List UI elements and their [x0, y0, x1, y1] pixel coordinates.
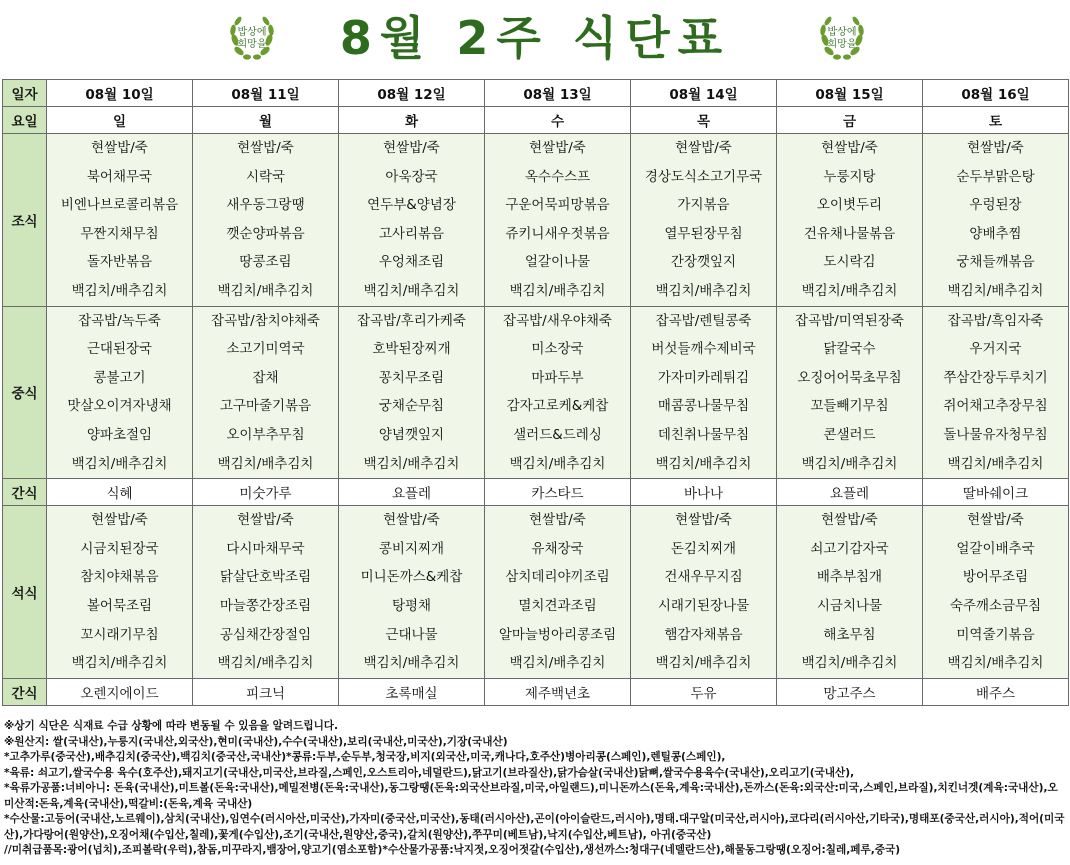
menu-item: 현쌀밥/죽 — [237, 140, 294, 156]
menu-item: 돈김치찌개 — [670, 540, 737, 557]
menu-item: 오징어어묵초무침 — [797, 369, 902, 386]
dinner-label: 석식 — [3, 506, 47, 679]
menu-item: 얼갈이배추국 — [956, 540, 1035, 557]
snack2-row — [3, 678, 1069, 705]
menu-item: 현쌀밥/죽 — [91, 512, 148, 529]
menu-item: 데친취나물무침 — [657, 426, 750, 443]
date-cell: 08월 13일 — [485, 80, 631, 107]
menu-item: 옥수수스프 — [524, 168, 591, 185]
lunch-cell — [47, 306, 193, 479]
menu-item: 근대나물 — [385, 626, 438, 643]
menu-item: 햄감자채볶음 — [664, 626, 743, 643]
menu-item: 볼어묵조림 — [86, 597, 153, 614]
lunch-cell — [923, 306, 1069, 479]
menu-item: 콩비지찌개 — [378, 540, 445, 557]
menu-item: 콩불고기 — [93, 369, 146, 386]
menu-item: 쥐어채고추장무침 — [943, 398, 1048, 415]
menu-item: 유채장국 — [531, 540, 584, 557]
menu-item: 다시마채무국 — [226, 540, 305, 557]
menu-item: 잡채 — [252, 369, 279, 386]
menu-item: 백김치/배추김치 — [71, 455, 168, 472]
menu-item: 깻순양파볶음 — [226, 225, 305, 242]
snack2-cell: 두유 — [631, 678, 777, 705]
menu-item: 현쌀밥/죽 — [383, 512, 440, 529]
menu-item: 호박된장찌개 — [372, 341, 451, 358]
menu-item: 백김치/배추김치 — [217, 655, 314, 672]
menu-item: 궁채순무침 — [378, 398, 445, 415]
menu-item: 돌자반볶음 — [86, 254, 153, 271]
menu-item: 미소장국 — [531, 341, 584, 358]
menu-item: 백김치/배추김치 — [947, 655, 1044, 672]
menu-item: 매콤콩나물무침 — [657, 398, 750, 415]
lunch-cell — [777, 306, 923, 479]
date-cell: 08월 15일 — [777, 80, 923, 107]
dinner-cell — [339, 506, 485, 679]
date-label: 일자 — [3, 80, 47, 107]
menu-item: 샐러드&드레싱 — [513, 426, 602, 443]
menu-item: 순두부맑은탕 — [956, 168, 1035, 185]
snack2-label: 간식 — [3, 678, 47, 705]
weekday-label: 요일 — [3, 107, 47, 134]
weekday-cell: 화 — [339, 107, 485, 134]
menu-item: 우엉채조림 — [378, 254, 445, 271]
note-line: *수산물:고등어(국내산,노르웨이),삼치(국내산),임연수(러시아산,미국산),가자미(중국산,미국산),동태(러시아산),곤이(아이슬란드,러시아),명태.대구알(미국산,러시아),코다리(러시아산,기타국),명태포(중국산,러시아),적어(미국산),가다랑어(원양산),오징어채(수입산,칠레),꽃게(수입산),조기(국내산,원양산,중국),갈치(원양산),쭈꾸미(베트남),낙지(수입산,베트남), 아귀(중국산) — [4, 813, 1065, 841]
snack2-cell: 배주스 — [923, 678, 1069, 705]
meal-table — [2, 79, 1069, 706]
menu-item: 소고기미역국 — [226, 341, 305, 358]
snack1-cell: 요플레 — [777, 479, 923, 506]
menu-item: 현쌀밥/죽 — [383, 140, 440, 156]
notes — [4, 719, 1066, 859]
menu-item: 우거지국 — [969, 341, 1022, 358]
menu-item: 근대된장국 — [86, 341, 153, 358]
breakfast-cell — [485, 134, 631, 307]
menu-item: 쥬키니새우젓볶음 — [505, 225, 610, 242]
menu-item: 양파초절임 — [86, 426, 153, 443]
menu-item: 멸치견과조림 — [518, 597, 597, 614]
menu-item: 백김치/배추김치 — [363, 455, 460, 472]
menu-item: 백김치/배추김치 — [71, 282, 168, 299]
menu-item: 방어무조림 — [962, 569, 1029, 586]
breakfast-cell — [777, 134, 923, 307]
dinner-cell — [631, 506, 777, 679]
menu-item: 숙주깨소금무침 — [949, 597, 1042, 614]
menu-item: 배추부침개 — [816, 569, 883, 586]
breakfast-cell — [339, 134, 485, 307]
weekday-cell: 월 — [193, 107, 339, 134]
snack2-cell: 초록매실 — [339, 678, 485, 705]
menu-item: 현쌀밥/죽 — [529, 140, 586, 156]
note-line: //미취급품목:광어(넙치),조피볼락(우럭),참돔,미꾸라지,뱀장어,양고기(염소포함)*수산물가공품:낙지젓,오징어젓갈(수입산),생선까스:청대구(네델란드산),해물동그랑땡(오징어:칠레,페루,중국) — [4, 844, 901, 856]
menu-item: 건새우무지짐 — [664, 569, 743, 586]
menu-item: 가자미카레튀김 — [657, 369, 750, 386]
menu-item: 잡곡밥/미역된장죽 — [795, 312, 904, 329]
lunch-cell — [485, 306, 631, 479]
menu-item: 백김치/배추김치 — [655, 455, 752, 472]
menu-item: 백김치/배추김치 — [947, 282, 1044, 299]
snack2-cell: 피크닉 — [193, 678, 339, 705]
menu-item: 땅콩조림 — [239, 254, 292, 271]
menu-item: 연두부&양념장 — [367, 197, 456, 214]
menu-item: 궁채들깨볶음 — [956, 254, 1035, 271]
menu-item: 꽁치무조림 — [378, 369, 445, 386]
breakfast-cell — [631, 134, 777, 307]
menu-item: 우렁된장 — [969, 197, 1022, 214]
menu-item: 현쌀밥/죽 — [821, 512, 878, 529]
menu-item: 쭈삼간장두루치기 — [943, 369, 1048, 386]
menu-item: 쇠고기감자국 — [810, 540, 889, 557]
menu-item: 백김치/배추김치 — [363, 282, 460, 299]
menu-item: 누룽지탕 — [823, 168, 876, 185]
note-line: ※원산지: 쌀(국내산),누룽지(국내산,외국산),현미(국내산),수수(국내산),보리(국내산,미국산),기장(국내산) — [4, 735, 508, 748]
menu-item: 맛살오이겨자냉채 — [67, 398, 172, 415]
page-title: 8월 2주 식단표 — [339, 11, 731, 65]
menu-item: 감자고로케&케찹 — [506, 398, 609, 415]
snack1-cell: 요플레 — [339, 479, 485, 506]
breakfast-row — [3, 134, 1069, 307]
menu-item: 건유채나물볶음 — [803, 225, 896, 242]
menu-item: 참치야채볶음 — [80, 569, 159, 586]
menu-item: 백김치/배추김치 — [655, 282, 752, 299]
menu-item: 고구마줄기볶음 — [219, 398, 312, 415]
menu-item: 해초무침 — [823, 626, 876, 643]
menu-item: 돌나물유자청무침 — [943, 426, 1048, 443]
dinner-row — [3, 506, 1069, 679]
menu-item: 잡곡밥/렌틸콩죽 — [655, 312, 752, 329]
menu-item: 현쌀밥/죽 — [675, 512, 732, 529]
dinner-cell — [485, 506, 631, 679]
menu-item: 현쌀밥/죽 — [529, 512, 586, 529]
menu-item: 현쌀밥/죽 — [821, 140, 878, 156]
menu-item: 잡곡밥/후리가케죽 — [357, 312, 466, 329]
dinner-cell — [193, 506, 339, 679]
snack2-cell: 제주백년초 — [485, 678, 631, 705]
weekday-cell: 목 — [631, 107, 777, 134]
menu-item: 열무된장무침 — [664, 225, 743, 242]
menu-item: 시락국 — [245, 168, 286, 185]
menu-item: 얼갈이나물 — [524, 254, 591, 271]
snack2-cell: 오렌지에이드 — [47, 678, 193, 705]
note-line: ※상기 식단은 식재료 수급 상황에 따라 변동될 수 있음을 알려드립니다. — [4, 720, 339, 732]
menu-item: 백김치/배추김치 — [217, 282, 314, 299]
logo-text-line2: 희망을 — [827, 39, 857, 50]
menu-item: 도시락김 — [823, 254, 876, 271]
date-cell: 08월 16일 — [923, 80, 1069, 107]
menu-item: 시래기된장나물 — [657, 597, 750, 614]
menu-item: 꼬들빼기무침 — [810, 398, 889, 415]
date-cell: 08월 14일 — [631, 80, 777, 107]
menu-item: 닭칼국수 — [823, 341, 876, 358]
logo-text-line2: 희망을 — [237, 39, 267, 50]
menu-item: 잡곡밥/녹두죽 — [78, 312, 161, 329]
menu-item: 마늘쫑간장조림 — [219, 597, 312, 614]
lunch-cell — [339, 306, 485, 479]
logo-right — [815, 10, 869, 64]
menu-item: 탕평채 — [391, 597, 432, 614]
menu-item: 잡곡밥/새우야채죽 — [503, 312, 612, 329]
menu-item: 백김치/배추김치 — [363, 655, 460, 672]
dinner-cell — [47, 506, 193, 679]
menu-item: 마파두부 — [531, 369, 584, 386]
menu-item: 백김치/배추김치 — [509, 455, 606, 472]
menu-item: 간장깻잎지 — [670, 254, 737, 271]
menu-item: 가지볶음 — [677, 197, 730, 214]
menu-item: 시금치된장국 — [80, 540, 159, 557]
menu-item: 미역줄기볶음 — [956, 626, 1035, 643]
menu-item: 백김치/배추김치 — [509, 655, 606, 672]
menu-item: 현쌀밥/죽 — [237, 512, 294, 529]
dinner-cell — [923, 506, 1069, 679]
menu-item: 아욱장국 — [385, 168, 438, 185]
weekday-cell: 일 — [47, 107, 193, 134]
weekday-cell: 금 — [777, 107, 923, 134]
logo-text-line1: 밥상에 — [237, 27, 267, 38]
menu-item: 오이부추무침 — [226, 426, 305, 443]
breakfast-cell — [47, 134, 193, 307]
snack1-cell: 식혜 — [47, 479, 193, 506]
menu-item: 백김치/배추김치 — [655, 655, 752, 672]
menu-item: 백김치/배추김치 — [801, 455, 898, 472]
breakfast-cell — [923, 134, 1069, 307]
note-line: *육류가공품:너비아니: 돈육(국내산),미트볼(돈육:국내산),메밀전병(돈육:국내산),동그랑땡(돈육:외국산브라질,미국,아일랜드),미니돈까스(돈육,계육:국내산),돈까스(돈육:외국산:미국,스페인,브라질),치킨너겟(계육:국내산),오미산적:돈육,계육(국내산),떡갈비:(돈육,계육 국내산) — [4, 782, 1058, 810]
menu-item: 백김치/배추김치 — [217, 455, 314, 472]
lunch-cell — [631, 306, 777, 479]
menu-item: 백김치/배추김치 — [71, 655, 168, 672]
lunch-cell — [193, 306, 339, 479]
menu-item: 양념깻잎지 — [378, 426, 445, 443]
menu-item: 알마늘벙아리콩조림 — [498, 626, 617, 643]
menu-item: 북어채무국 — [86, 168, 153, 185]
note-line: *육류: 쇠고기,쌀국수용 육수(호주산),돼지고기(국내산,미국산,브라질,스페인,오스트리아,네덜란드),닭고기(브라질산),닭가슴살(국내산)닭뼈,쌀국수용육수(국내산),오리고기(국내산), — [4, 766, 855, 779]
menu-item: 무짠지채무침 — [80, 225, 159, 242]
menu-item: 버섯들깨수제비국 — [651, 341, 756, 358]
snack1-cell: 카스타드 — [485, 479, 631, 506]
lunch-label: 중식 — [3, 306, 47, 479]
date-row — [3, 80, 1069, 107]
snack2-cell: 망고주스 — [777, 678, 923, 705]
menu-item: 백김치/배추김치 — [509, 282, 606, 299]
menu-item: 백김치/배추김치 — [947, 455, 1044, 472]
weekday-cell: 토 — [923, 107, 1069, 134]
breakfast-label: 조식 — [3, 134, 47, 307]
weekday-cell: 수 — [485, 107, 631, 134]
weekday-row — [3, 107, 1069, 134]
menu-item: 콘샐러드 — [823, 426, 876, 443]
menu-item: 구운어묵피망볶음 — [505, 197, 610, 214]
date-cell: 08월 10일 — [47, 80, 193, 107]
lunch-row — [3, 306, 1069, 479]
menu-item: 꼬시래기무침 — [80, 626, 159, 643]
snack1-cell: 바나나 — [631, 479, 777, 506]
logo-text — [815, 29, 869, 49]
date-cell: 08월 11일 — [193, 80, 339, 107]
note-line: *고추가루(중국산),배추김치(중국산),백김치(중국산,국내산)*콩류:두부,순두부,청국장,비지(외국산,미국,캐나다,호주산)병아리콩(스페인),렌틸콩(스페인), — [4, 751, 726, 763]
menu-item: 현쌀밥/죽 — [675, 140, 732, 156]
menu-item: 고사리볶음 — [378, 225, 445, 242]
menu-item: 양배추찜 — [969, 225, 1022, 242]
snack1-cell: 미숫가루 — [193, 479, 339, 506]
menu-item: 백김치/배추김치 — [801, 282, 898, 299]
menu-item: 경상도식소고기무국 — [644, 168, 763, 185]
menu-item: 비엔나브로콜리볶음 — [60, 197, 179, 214]
meal-table-body — [3, 80, 1069, 706]
breakfast-cell — [193, 134, 339, 307]
menu-item: 잡곡밥/흑임자죽 — [947, 312, 1044, 329]
menu-item: 현쌀밥/죽 — [967, 512, 1024, 529]
snack1-label: 간식 — [3, 479, 47, 506]
snack1-row — [3, 479, 1069, 506]
menu-item: 닭살단호박조림 — [219, 569, 312, 586]
menu-item: 현쌀밥/죽 — [91, 140, 148, 156]
menu-item: 오이볏두리 — [816, 197, 883, 214]
menu-item: 시금치나물 — [816, 597, 883, 614]
menu-item: 미니돈까스&케찹 — [360, 569, 463, 586]
menu-item: 잡곡밥/참치야채죽 — [211, 312, 320, 329]
date-cell: 08월 12일 — [339, 80, 485, 107]
menu-item: 현쌀밥/죽 — [967, 140, 1024, 156]
dinner-cell — [777, 506, 923, 679]
logo-text-line1: 밥상에 — [827, 27, 857, 38]
header — [0, 0, 1070, 76]
menu-item: 백김치/배추김치 — [801, 655, 898, 672]
menu-item: 공심채간장절임 — [219, 626, 312, 643]
menu-item: 새우동그랑땡 — [226, 197, 305, 214]
menu-item: 삼치데리야끼조림 — [505, 569, 610, 586]
snack1-cell: 딸바쉐이크 — [923, 479, 1069, 506]
